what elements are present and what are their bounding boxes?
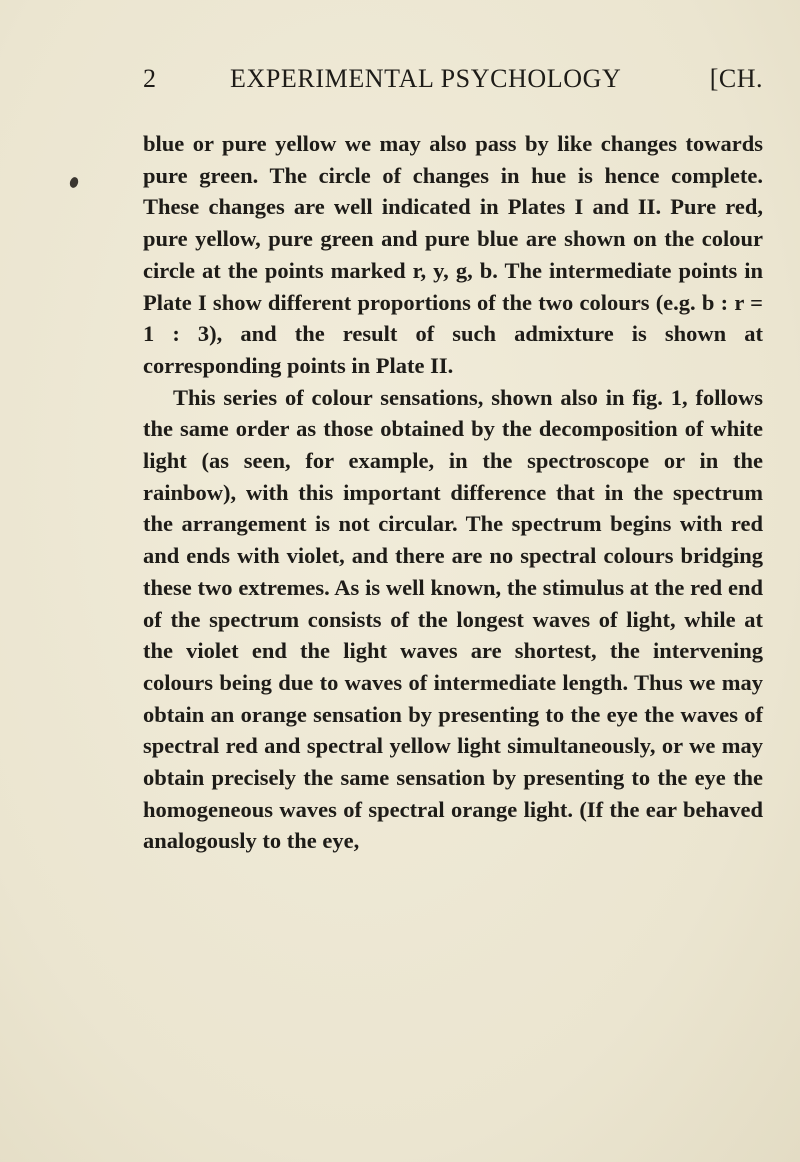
- chapter-abbreviation: [CH.: [709, 64, 763, 93]
- running-header: [143, 64, 763, 104]
- body-text: [143, 128, 763, 857]
- paragraph-2: This series of colour sensations, shown also in fig. 1, follows the same order as those obtained by the decomposition of white light (as seen, for example, in the spectroscope or in the rainbow), with this important difference that in the spectrum the arrangement is not circular. The spectrum begins with red and ends with violet, and there are no spectral colours bridging these two extremes. As is well known, the stimulus at the red end of the spectrum consists of the longest waves of light, while at the violet end the light waves are shortest, the intervening colours being due to waves of intermediate length. Thus we may obtain an orange sensation by presenting to the eye the waves of spectral red and spectral yellow light simultaneously, or we may obtain precisely the same sensation by presenting to the eye the homogeneous waves of spectral orange light. (If the ear behaved analogously to the eye,: [143, 384, 763, 854]
- paragraph-1: blue or pure yellow we may also pass by like changes towards pure green. The circle of changes in hue is hence complete. These changes are well indicated in Plates I and II. Pure red, pure yellow, pure green and pure blue are shown on the colour circle at the points marked r, y, g, b. The intermediate points in Plate I show different proportions of the two colours (e.g. b : r = 1 : 3), and the result of such admixture is shown at corresponding points in Plate II.: [143, 131, 763, 378]
- running-title: EXPERIMENTAL PSYCHOLOGY: [230, 64, 622, 93]
- page-number: 2: [143, 64, 157, 93]
- margin-ink-mark: [68, 176, 79, 189]
